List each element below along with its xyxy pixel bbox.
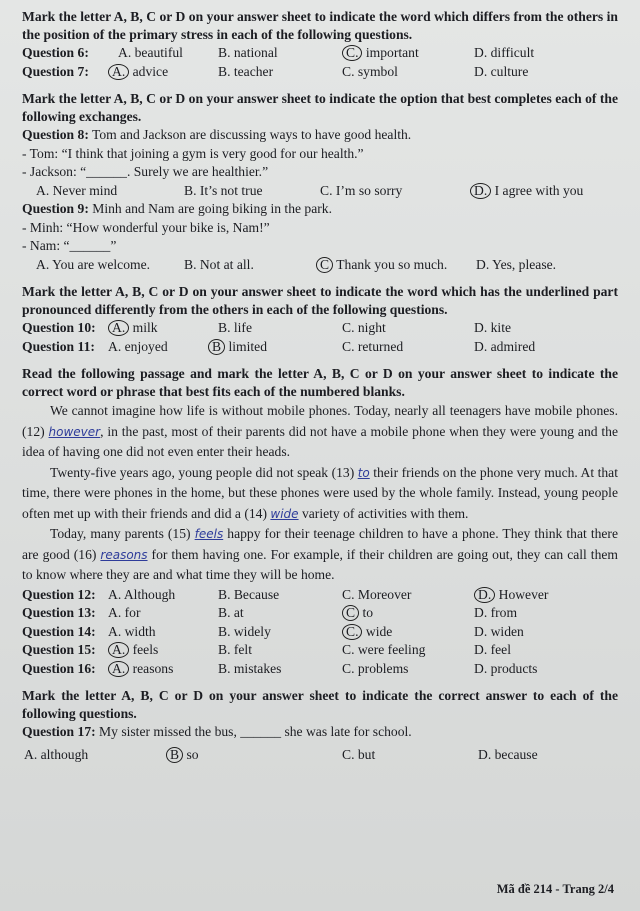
option-a: A. width [108, 623, 156, 639]
handwritten-answer: feels [194, 527, 224, 541]
option-d: D. products [474, 660, 538, 676]
answer-circle: A. [108, 642, 129, 658]
handwritten-answer: reasons [100, 547, 148, 562]
option-c: C. Moreover [342, 586, 412, 602]
question-13 [22, 604, 618, 623]
answer-circle: A. [108, 320, 129, 336]
option-d: D. kite [474, 320, 511, 335]
answer-circle: C. [342, 624, 362, 640]
option-a: A. for [108, 605, 141, 620]
question-9-stem: Question 9: Minh and Nam are going biking in the park. [22, 201, 332, 216]
option-a: A. reasons [108, 660, 173, 679]
dialogue-nam: - Nam: “______” [22, 238, 117, 253]
question-16 [22, 660, 618, 679]
answer-circle: C. [342, 45, 362, 61]
question-number: Question 6: [22, 45, 89, 60]
page-footer: Mã đề 214 - Trang 2/4 [496, 882, 614, 896]
answer-circle: D. [474, 587, 495, 603]
answer-circle: C [316, 257, 333, 273]
option-a: A. although [24, 746, 89, 762]
option-c: C. but [342, 746, 376, 762]
option-d: D. from [474, 605, 518, 620]
question-number: Question 12: [22, 586, 96, 602]
option-c: C to [342, 604, 373, 623]
answer-circle: C [342, 605, 359, 621]
answer-circle: A. [108, 661, 129, 677]
option-b: B. at [218, 605, 244, 620]
option-d: D. because [478, 746, 538, 762]
question-number: Question 14: [22, 623, 96, 639]
question-17-stem: Question 17: My sister missed the bus, ______ she was late for school. [22, 724, 412, 739]
section-1-instruction: Mark the letter A, B, C or D on your answer sheet to indicate the word which differs from the others in the position of the primary stress in each of the following questions. [22, 9, 618, 42]
section-2-instruction: Mark the letter A, B, C or D on your answer sheet to indicate the option that best completes each of the following exchanges. [22, 91, 618, 124]
question-12 [22, 586, 618, 605]
option-d: D. However [474, 586, 548, 605]
handwritten-answer: however [48, 424, 101, 439]
dialogue-tom: - Tom: “I think that joining a gym is very good for our health.” [22, 145, 364, 161]
option-a: A. beautiful [118, 45, 183, 60]
handwritten-answer: to [357, 465, 370, 480]
question-6 [22, 44, 618, 63]
option-a: A. Although [108, 586, 176, 602]
section-5-instruction: Mark the letter A, B, C or D on your answer sheet to indicate the correct answer to each of the following questions. [22, 688, 618, 721]
option-c: C. problems [342, 660, 409, 676]
option-a: A. advice [108, 63, 168, 82]
dialogue-jackson: - Jackson: “______. Surely we are healthier.” [22, 164, 269, 179]
option-d: D. I agree with you [470, 182, 583, 201]
question-number: Question 11: [22, 338, 95, 354]
option-a: A. feels [108, 641, 158, 660]
answer-circle: B [166, 747, 183, 763]
question-8-stem: Question 8: Tom and Jackson are discussing ways to have good health. [22, 127, 412, 142]
question-number: Question 16: [22, 660, 96, 676]
question-7 [22, 63, 618, 82]
passage-paragraph-1: We cannot imagine how life is without mobile phones. Today, nearly all teenagers have mobile phones. (12) however, in the past, most of their parents did not have a mobile phone when they were young and the idea of having one did not even enter their heads. [22, 403, 618, 459]
option-b: B. Not at all. [184, 256, 254, 272]
option-b: B. life [218, 320, 252, 335]
option-a: A. milk [108, 319, 158, 338]
question-11 [22, 338, 618, 357]
option-b: B limited [208, 338, 267, 357]
option-c: C. returned [342, 338, 404, 354]
question-17-options [22, 746, 618, 765]
option-d: D. Yes, please. [476, 256, 557, 272]
option-c: C. wide [342, 623, 392, 642]
question-number: Question 15: [22, 642, 96, 657]
option-d: D. widen [474, 623, 524, 639]
option-d: D. difficult [474, 45, 535, 60]
question-number: Question 13: [22, 605, 96, 620]
option-c: C. were feeling [342, 642, 426, 657]
option-b: B. teacher [218, 63, 274, 79]
question-8-options [22, 182, 618, 201]
question-number: Question 10: [22, 320, 96, 335]
question-15 [22, 641, 618, 660]
option-b: B so [166, 746, 199, 765]
option-b: B. national [218, 45, 278, 60]
option-c: C. important [342, 44, 419, 63]
handwritten-answer: wide [270, 506, 299, 521]
option-d: D. admired [474, 338, 536, 354]
dialogue-minh: - Minh: “How wonderful your bike is, Nam!” [22, 219, 270, 235]
option-c: C. symbol [342, 63, 398, 79]
option-d: D. culture [474, 63, 529, 79]
option-b: B. mistakes [218, 660, 282, 676]
option-a: A. Never mind [36, 182, 118, 198]
section-4-instruction: Read the following passage and mark the letter A, B, C or D on your answer sheet to indicate the correct word or phrase that best fits each of the numbered blanks. [22, 366, 618, 399]
option-c: C. I’m so sorry [320, 182, 403, 198]
option-b: B. felt [218, 642, 252, 657]
question-9-options [22, 256, 618, 275]
option-b: B. Because [218, 586, 280, 602]
answer-circle: B [208, 339, 225, 355]
answer-circle: D. [470, 183, 491, 199]
option-a: A. enjoyed [108, 338, 168, 354]
passage-paragraph-2: Twenty-five years ago, young people did not speak (13) to their friends on the phone very much. At that time, there were phones in the home, but these phones were used by the whole family. Instead, young people often met up with their friends and did a (14) wide variety of activities with them. [22, 464, 618, 521]
answer-circle: A. [108, 64, 129, 80]
option-d: D. feel [474, 642, 511, 657]
option-c: C. night [342, 320, 386, 335]
question-number: Question 7: [22, 63, 89, 79]
option-a: A. You are welcome. [36, 256, 151, 272]
section-3-instruction: Mark the letter A, B, C or D on your answer sheet to indicate the word which has the underlined part pronounced differently from the others in each of the following questions. [22, 284, 618, 317]
option-c: C Thank you so much. [316, 256, 447, 275]
question-10 [22, 319, 618, 338]
question-14 [22, 623, 618, 642]
option-b: B. widely [218, 623, 271, 639]
passage-paragraph-3: Today, many parents (15) feels happy for their teenage children to have a phone. They think that there are good (16) reasons for them having one. For example, if their children are going out, they can call them to know where they are and what time they will be home. [22, 526, 618, 582]
option-b: B. It’s not true [184, 182, 263, 198]
